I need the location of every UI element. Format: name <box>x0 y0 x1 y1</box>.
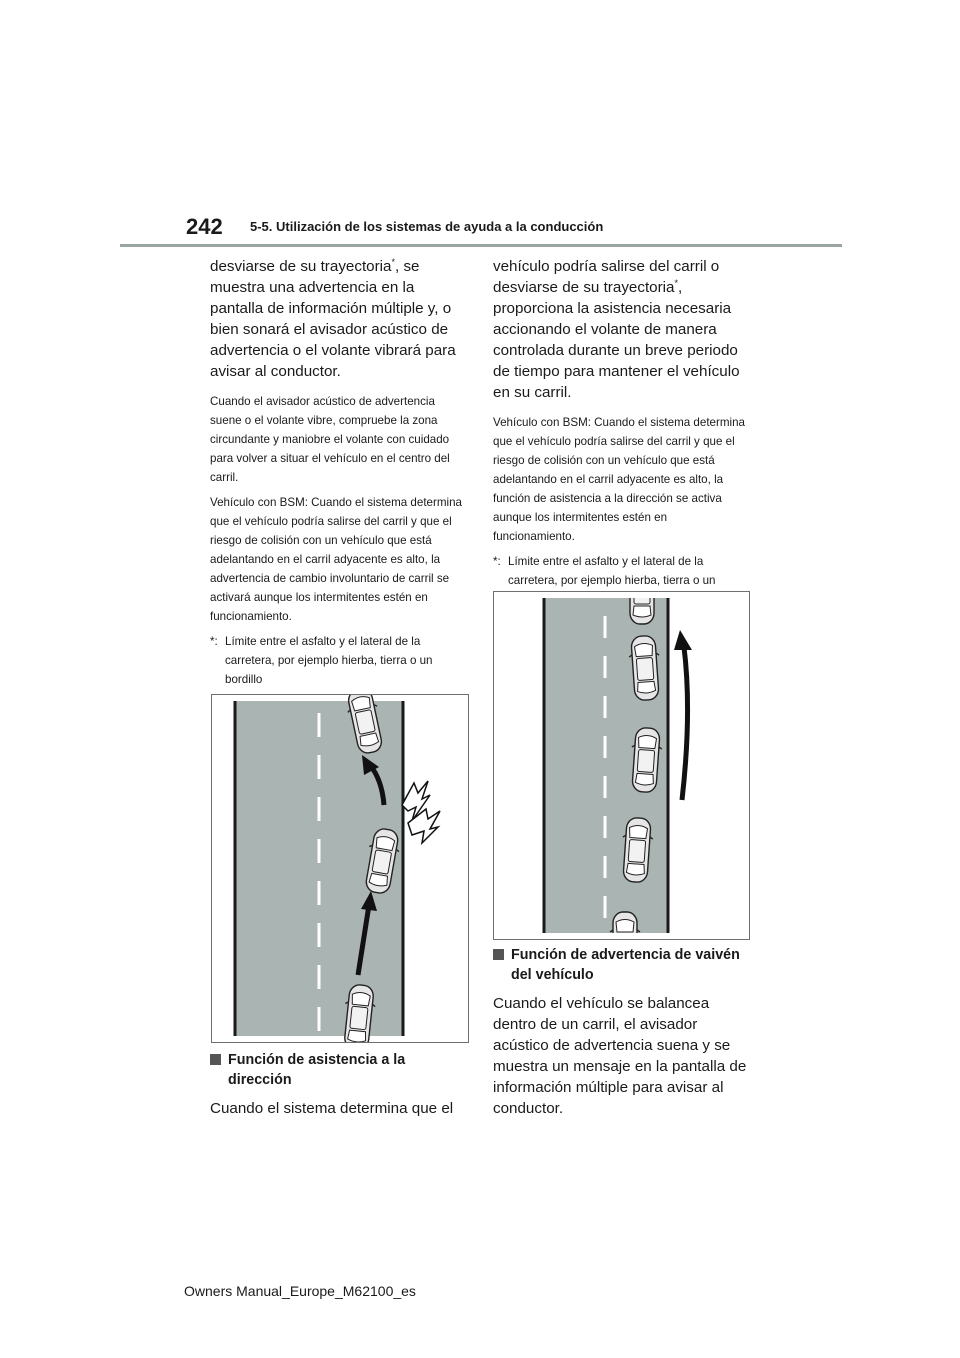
right-paragraph-2: Vehículo con BSM: Cuando el sistema determina que el vehículo podría salirse del carril y que el riesgo de colisión con un vehículo que está adelantando en el carril adyacente es alto, la función de asistencia a la dirección se activa aunque los intermitentes estén en funcionamiento. <box>493 416 745 543</box>
vehicle-sway-text: Cuando el vehículo se balancea dentro de un carril, el avisador acústico de advertencia suena y se muestra un mensaje en la pantalla de información múltiple para avisar al conductor. <box>493 995 747 1117</box>
vehicle-sway-diagram <box>494 592 749 939</box>
car-top-icon <box>627 592 657 624</box>
warning-lightning-icon <box>402 781 440 843</box>
vehicle-sway-figure <box>493 591 750 940</box>
page-number: 242 <box>186 214 223 239</box>
steering-assist-figure <box>211 694 469 1043</box>
header-divider <box>120 244 842 247</box>
steering-assist-heading: Función de asistencia a la dirección <box>210 1050 472 1090</box>
car-bottom-icon <box>610 912 640 939</box>
right-paragraph-1: vehículo podría salirse del carril o desviarse de su trayectoria*, proporciona la asistencia necesaria accionando el volante de manera controlada durante un breve periodo de tiempo para mantener el vehículo en su carril. <box>493 258 740 401</box>
steering-assist-text: Cuando el sistema determina que el <box>210 1100 454 1117</box>
long-curved-arrow-icon <box>674 630 692 800</box>
steering-assist-section <box>210 1050 472 1129</box>
right-footnote: *: Límite entre el asfalto y el lateral de la carretera, por ejemplo hierba, tierra o un <box>493 555 716 587</box>
section-title: 5-5. Utilización de los sistemas de ayuda a la conducción <box>250 219 604 234</box>
left-column <box>210 256 468 689</box>
steering-assist-diagram <box>212 695 468 1042</box>
left-footnote: *: Límite entre el asfalto y el lateral de la carretera, por ejemplo hierba, tierra o un bordillo <box>210 635 433 686</box>
left-paragraph-3: Vehículo con BSM: Cuando el sistema determina que el vehículo podría salirse del carril y que el riesgo de colisión con un vehículo que está adelantando en el carril adyacente es alto, la advertencia de cambio involuntario de carril se activará aunque los intermitentes estén en funcionamiento. <box>210 496 462 623</box>
left-paragraph-2: Cuando el avisador acústico de advertencia suene o el volante vibre, compruebe la zona circundante y maniobre el volante con cuidado para volver a situar el vehículo en el centro del carril. <box>210 395 450 484</box>
right-column <box>493 256 751 609</box>
vehicle-sway-heading: Función de advertencia de vaivén del vehículo <box>493 945 755 985</box>
bullet-square-icon <box>210 1054 221 1065</box>
vehicle-sway-section <box>493 945 755 1129</box>
footer-text: Owners Manual_Europe_M62100_es <box>184 1283 416 1299</box>
left-paragraph-1: desviarse de su trayectoria*, se muestra una advertencia en la pantalla de información múltiple y, o bien sonará el avisador acústico de advertencia o el volante vibrará para avisar al conductor. <box>210 256 456 380</box>
bullet-square-icon <box>493 949 504 960</box>
